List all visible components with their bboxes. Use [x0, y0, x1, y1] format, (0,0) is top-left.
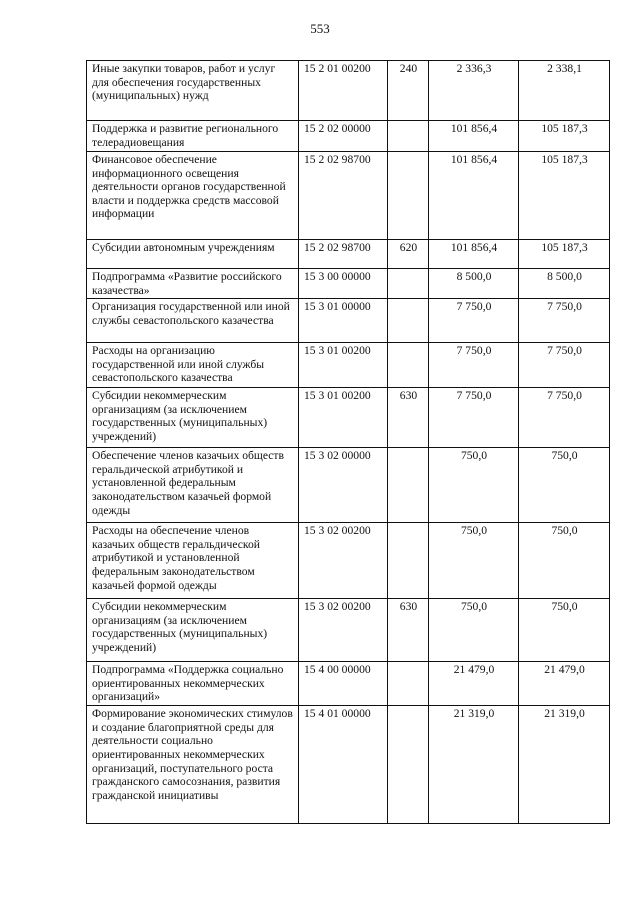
row-type-cell: 630	[388, 599, 429, 662]
row-type-cell	[388, 121, 429, 152]
row-value2-cell: 2 338,1	[519, 61, 610, 121]
row-name-cell: Расходы на обеспечение членов казачьих обществ геральдической атрибутикой и установленной федеральным законодательством казачьей формой одежды	[87, 523, 299, 599]
row-value1-cell: 7 750,0	[429, 388, 519, 448]
row-value1-cell: 101 856,4	[429, 121, 519, 152]
row-name-cell: Подпрограмма «Развитие российского казачества»	[87, 269, 299, 299]
row-code-cell: 15 3 01 00200	[299, 343, 388, 388]
table-row	[87, 599, 610, 662]
row-name-cell: Организация государственной или иной службы севастопольского казачества	[87, 299, 299, 343]
row-value1-cell: 7 750,0	[429, 343, 519, 388]
row-value2-cell: 750,0	[519, 448, 610, 523]
table-row	[87, 662, 610, 706]
row-name-cell: Финансовое обеспечение информационного освещения деятельности органов государственной власти и поддержка средств массовой информации	[87, 152, 299, 240]
row-value1-cell: 7 750,0	[429, 299, 519, 343]
row-value2-cell: 21 319,0	[519, 706, 610, 824]
table-row	[87, 240, 610, 269]
row-value2-cell: 21 479,0	[519, 662, 610, 706]
row-code-cell: 15 3 02 00000	[299, 448, 388, 523]
row-code-cell: 15 2 02 98700	[299, 240, 388, 269]
row-type-cell: 240	[388, 61, 429, 121]
table-row	[87, 706, 610, 824]
row-value1-cell: 8 500,0	[429, 269, 519, 299]
table-row	[87, 299, 610, 343]
budget-table-body	[87, 61, 610, 824]
row-value1-cell: 750,0	[429, 448, 519, 523]
row-code-cell: 15 2 01 00200	[299, 61, 388, 121]
row-type-cell	[388, 152, 429, 240]
table-row	[87, 343, 610, 388]
row-value1-cell: 2 336,3	[429, 61, 519, 121]
table-row	[87, 121, 610, 152]
row-value2-cell: 7 750,0	[519, 388, 610, 448]
row-code-cell: 15 4 00 00000	[299, 662, 388, 706]
row-code-cell: 15 4 01 00000	[299, 706, 388, 824]
page-number: 553	[310, 21, 330, 36]
row-type-cell	[388, 662, 429, 706]
table-row	[87, 269, 610, 299]
row-value1-cell: 101 856,4	[429, 152, 519, 240]
budget-table	[86, 60, 610, 824]
row-value2-cell: 105 187,3	[519, 240, 610, 269]
row-name-cell: Субсидии некоммерческим организациям (за исключением государственных (муниципальных) учреждений)	[87, 388, 299, 448]
row-type-cell	[388, 269, 429, 299]
table-row	[87, 61, 610, 121]
row-code-cell: 15 2 02 00000	[299, 121, 388, 152]
row-name-cell: Иные закупки товаров, работ и услуг для обеспечения государственных (муниципальных) нужд	[87, 61, 299, 121]
table-row	[87, 152, 610, 240]
row-value1-cell: 21 319,0	[429, 706, 519, 824]
row-code-cell: 15 3 01 00200	[299, 388, 388, 448]
row-type-cell	[388, 299, 429, 343]
row-value2-cell: 750,0	[519, 523, 610, 599]
row-name-cell: Обеспечение членов казачьих обществ геральдической атрибутикой и установленной федеральным законодательством казачьей формой одежды	[87, 448, 299, 523]
row-type-cell	[388, 523, 429, 599]
row-name-cell: Субсидии некоммерческим организациям (за исключением государственных (муниципальных) учреждений)	[87, 599, 299, 662]
row-value1-cell: 21 479,0	[429, 662, 519, 706]
row-value1-cell: 750,0	[429, 523, 519, 599]
row-value1-cell: 101 856,4	[429, 240, 519, 269]
row-code-cell: 15 3 02 00200	[299, 523, 388, 599]
table-row	[87, 523, 610, 599]
row-type-cell: 620	[388, 240, 429, 269]
row-type-cell: 630	[388, 388, 429, 448]
table-row	[87, 388, 610, 448]
row-value2-cell: 105 187,3	[519, 152, 610, 240]
row-value2-cell: 105 187,3	[519, 121, 610, 152]
row-code-cell: 15 3 02 00200	[299, 599, 388, 662]
row-name-cell: Расходы на организацию государственной или иной службы севастопольского казачества	[87, 343, 299, 388]
row-type-cell	[388, 706, 429, 824]
row-code-cell: 15 2 02 98700	[299, 152, 388, 240]
table-row	[87, 448, 610, 523]
row-name-cell: Поддержка и развитие регионального телерадиовещания	[87, 121, 299, 152]
row-type-cell	[388, 448, 429, 523]
row-value2-cell: 7 750,0	[519, 299, 610, 343]
row-code-cell: 15 3 00 00000	[299, 269, 388, 299]
row-name-cell: Субсидии автономным учреждениям	[87, 240, 299, 269]
row-value2-cell: 750,0	[519, 599, 610, 662]
row-type-cell	[388, 343, 429, 388]
row-value2-cell: 8 500,0	[519, 269, 610, 299]
row-code-cell: 15 3 01 00000	[299, 299, 388, 343]
row-value1-cell: 750,0	[429, 599, 519, 662]
row-name-cell: Формирование экономических стимулов и создание благоприятной среды для деятельности социально ориентированных некоммерческих организаций, поступательного роста гражданского самосознания, развития гражданской инициативы	[87, 706, 299, 824]
row-name-cell: Подпрограмма «Поддержка социально ориентированных некоммерческих организаций»	[87, 662, 299, 706]
row-value2-cell: 7 750,0	[519, 343, 610, 388]
